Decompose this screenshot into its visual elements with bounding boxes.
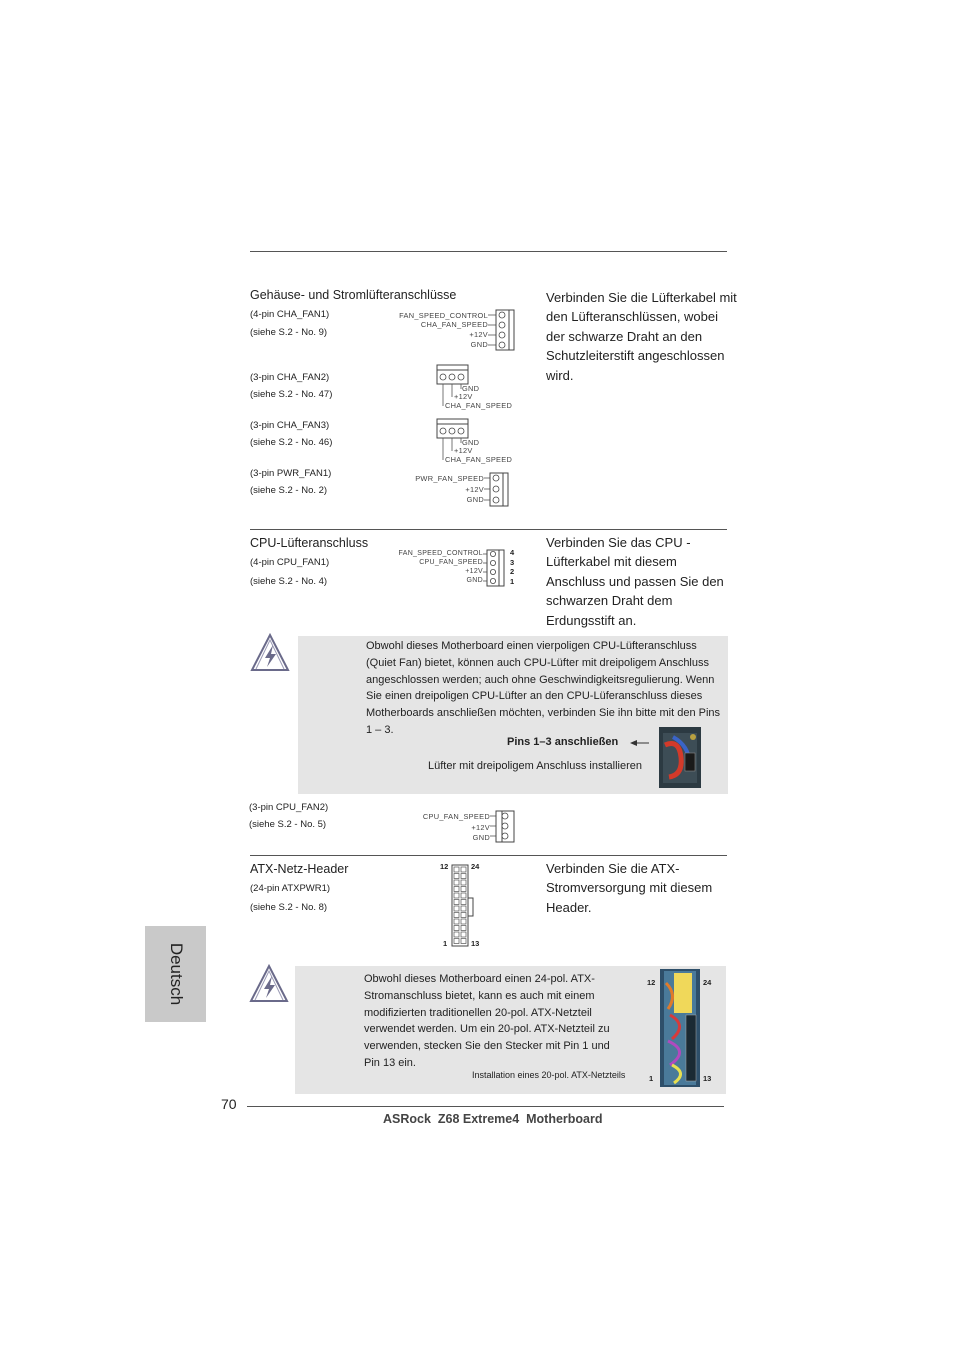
- pwr-fan1-pin-label: PWR_FAN_SPEED: [415, 474, 484, 483]
- atx-power-photo: [660, 969, 700, 1087]
- atx-section-description: Verbinden Sie die ATX-Stromversorgung mit diesem Header.: [546, 861, 713, 915]
- cpu-fan1-type: (4-pin CPU_FAN1): [250, 557, 330, 568]
- atx-photo-pin-label: 1: [649, 1074, 654, 1083]
- cha-fan1-pin-label: CHA_FAN_SPEED: [420, 320, 488, 329]
- cha-fan3-ref: (siehe S.2 - No. 46): [250, 437, 333, 448]
- cpu-fan-note-caption: Lüfter mit dreipoligem Anschluss installieren: [428, 760, 642, 772]
- atx-pin-cell: [461, 906, 466, 911]
- pins-1-3-label: Pins 1–3 anschließen: [507, 736, 619, 748]
- atx-section-title: ATX-Netz-Header: [250, 862, 349, 876]
- atx-pin-cell: [454, 919, 459, 924]
- cpu-section-title: CPU-Lüfteranschluss: [250, 536, 369, 550]
- cha-fan1-pin-label: +12V: [469, 330, 488, 339]
- atx-pin-label: 1: [443, 939, 448, 948]
- cpu-fan1-pin-label: CPU_FAN_SPEED: [419, 559, 483, 566]
- language-tab-label: Deutsch: [166, 942, 186, 1006]
- cpu-fan1-pin-label: GND: [466, 577, 483, 584]
- cha-fan2-pin-label: CHA_FAN_SPEED: [445, 401, 513, 410]
- pwr-fan1-pin-label: GND: [466, 495, 484, 504]
- cpu-fan2-ref: (siehe S.2 - No. 5): [249, 819, 327, 830]
- pwr-fan1-ref: (siehe S.2 - No. 2): [250, 485, 328, 496]
- cha-fan2-type: (3-pin CHA_FAN2): [250, 372, 330, 383]
- footer-product: ASRock Z68 Extreme4 Motherboard: [383, 1112, 603, 1126]
- top-rule: [250, 251, 727, 252]
- atx-pin-cell: [454, 874, 459, 879]
- cha-fan1-ref: (siehe S.2 - No. 9): [250, 327, 328, 338]
- atx-type: (24-pin ATXPWR1): [250, 883, 331, 894]
- language-tab: [145, 926, 206, 1022]
- cha-fan3-pin-label: CHA_FAN_SPEED: [445, 455, 513, 464]
- cha-fan1-connector: [488, 309, 516, 352]
- atx-pin-cell: [454, 913, 459, 918]
- cpu-fan1-pin-number: 4: [510, 548, 515, 557]
- cha-fan1-pin-label: GND: [470, 340, 488, 349]
- atx-pin-cell: [454, 906, 459, 911]
- cha-fan2-pin-label: GND: [462, 384, 480, 393]
- cpu-fan2-connector: [490, 810, 516, 844]
- atx-pin-cell: [461, 880, 466, 885]
- atx-ref: (siehe S.2 - No. 8): [250, 902, 328, 913]
- section-divider: [250, 529, 727, 530]
- atx-pin-label: 24: [471, 862, 480, 871]
- warning-icon: [248, 963, 290, 1005]
- atx-pin-cell: [454, 867, 459, 872]
- atx-pin-cell: [454, 893, 459, 898]
- cpu-fan2-pin-label: +12V: [471, 823, 490, 832]
- fan-section-description: Verbinden Sie die Lüfterkabel mit den Lüfteranschlüssen, wobei der schwarze Draht an den Schutzleiterstift angeschlossen wird.: [546, 290, 737, 383]
- fan-section-title: Gehäuse- und Stromlüfteranschlüsse: [250, 288, 457, 302]
- atx-photo-pin-label: 24: [703, 978, 712, 987]
- atx-pin-cell: [461, 939, 466, 944]
- cha-fan3-type: (3-pin CHA_FAN3): [250, 420, 330, 431]
- cpu-fan2-pin-label: GND: [472, 833, 490, 842]
- cpu-fan1-pin-label: +12V: [465, 568, 483, 575]
- atx-pin-cell: [454, 880, 459, 885]
- atx-pin-cell: [461, 887, 466, 892]
- atx-photo-pin-label: 13: [703, 1074, 712, 1083]
- page-number: 70: [221, 1096, 237, 1112]
- cha-fan3-pin-label: GND: [462, 438, 480, 447]
- pwr-fan1-connector: [484, 472, 510, 508]
- atx-pin-cell: [461, 893, 466, 898]
- atx-pin-cell: [454, 939, 459, 944]
- atx-pin-cell: [461, 919, 466, 924]
- cha-fan2-ref: (siehe S.2 - No. 47): [250, 389, 333, 400]
- cpu-fan1-ref: (siehe S.2 - No. 4): [250, 576, 328, 587]
- section-divider: [250, 855, 727, 856]
- atx-pin-cell: [461, 926, 466, 931]
- atx-note-text: Obwohl dieses Motherboard einen 24-pol. ATX-Stromanschluss bietet, kann es auch mit einem modifizierten traditionellen 20-pol. ATX-Netzteil verwendet werden. Um ein 20-pol. ATX-Netzteil zu verwenden, stecken Sie den Stecker mit Pin 1 und Pin 13 ein.: [364, 973, 610, 1069]
- cha-fan1-type: (4-pin CHA_FAN1): [250, 309, 330, 320]
- atx-note-caption: Installation eines 20-pol. ATX-Netzteils: [472, 1070, 626, 1080]
- atx-pin-cell: [461, 867, 466, 872]
- cpu-fan1-pin-number: 3: [510, 558, 515, 567]
- cha-fan1-pin-label: FAN_SPEED_CONTROL: [399, 311, 488, 320]
- footer-rule: [247, 1106, 724, 1107]
- atx-pin-cell: [461, 874, 466, 879]
- atx-pin-label: 13: [471, 939, 480, 948]
- cpu-fan1-pin-label: FAN_SPEED_CONTROL: [398, 550, 483, 557]
- cpu-fan1-pin-number: 1: [510, 577, 515, 586]
- cpu-fan2-type: (3-pin CPU_FAN2): [249, 802, 329, 813]
- atx-pin-cell: [461, 900, 466, 905]
- fan-header-photo: [659, 727, 701, 788]
- cpu-fan1-pin-number: 2: [510, 567, 515, 576]
- atx-pin-cell: [461, 932, 466, 937]
- atx-pin-cell: [454, 887, 459, 892]
- cpu-fan1-connector: [483, 549, 507, 589]
- atx-pin-cell: [454, 926, 459, 931]
- cha-fan2-pin-label: +12V: [454, 392, 473, 401]
- cpu-section-description: Verbinden Sie das CPU - Lüfterkabel mit diesem Anschluss und passen Sie den schwarzen Draht dem Erdungsstift an.: [546, 535, 724, 628]
- atx-pin-cell: [461, 913, 466, 918]
- atx-pin-label: 12: [440, 862, 449, 871]
- pwr-fan1-pin-label: +12V: [465, 485, 484, 494]
- cpu-fan-note-text: Obwohl dieses Motherboard einen vierpoligen CPU-Lüfteranschluss (Quiet Fan) bietet, können auch CPU-Lüfter mit dreipoligem Anschluss angeschlossen werden; auch ohne Geschwindigkeitsregulierung. Wenn Sie einen dreipoligen CPU-Lüfter an den CPU-Lüferanschluss dieses Motherboards anschließen möchten, verbinden Sie ihn bitte mit den Pins 1 – 3.: [366, 640, 721, 736]
- atx-pin-cell: [454, 932, 459, 937]
- arrow-left-icon: [629, 738, 649, 748]
- cha-fan3-pin-label: +12V: [454, 446, 473, 455]
- warning-icon: [249, 632, 291, 674]
- atx-pin-cell: [454, 900, 459, 905]
- cpu-fan2-pin-label: CPU_FAN_SPEED: [422, 812, 490, 821]
- atx-photo-pin-label: 12: [647, 978, 656, 987]
- atx-connector: [451, 864, 475, 948]
- pwr-fan1-type: (3-pin PWR_FAN1): [250, 468, 332, 479]
